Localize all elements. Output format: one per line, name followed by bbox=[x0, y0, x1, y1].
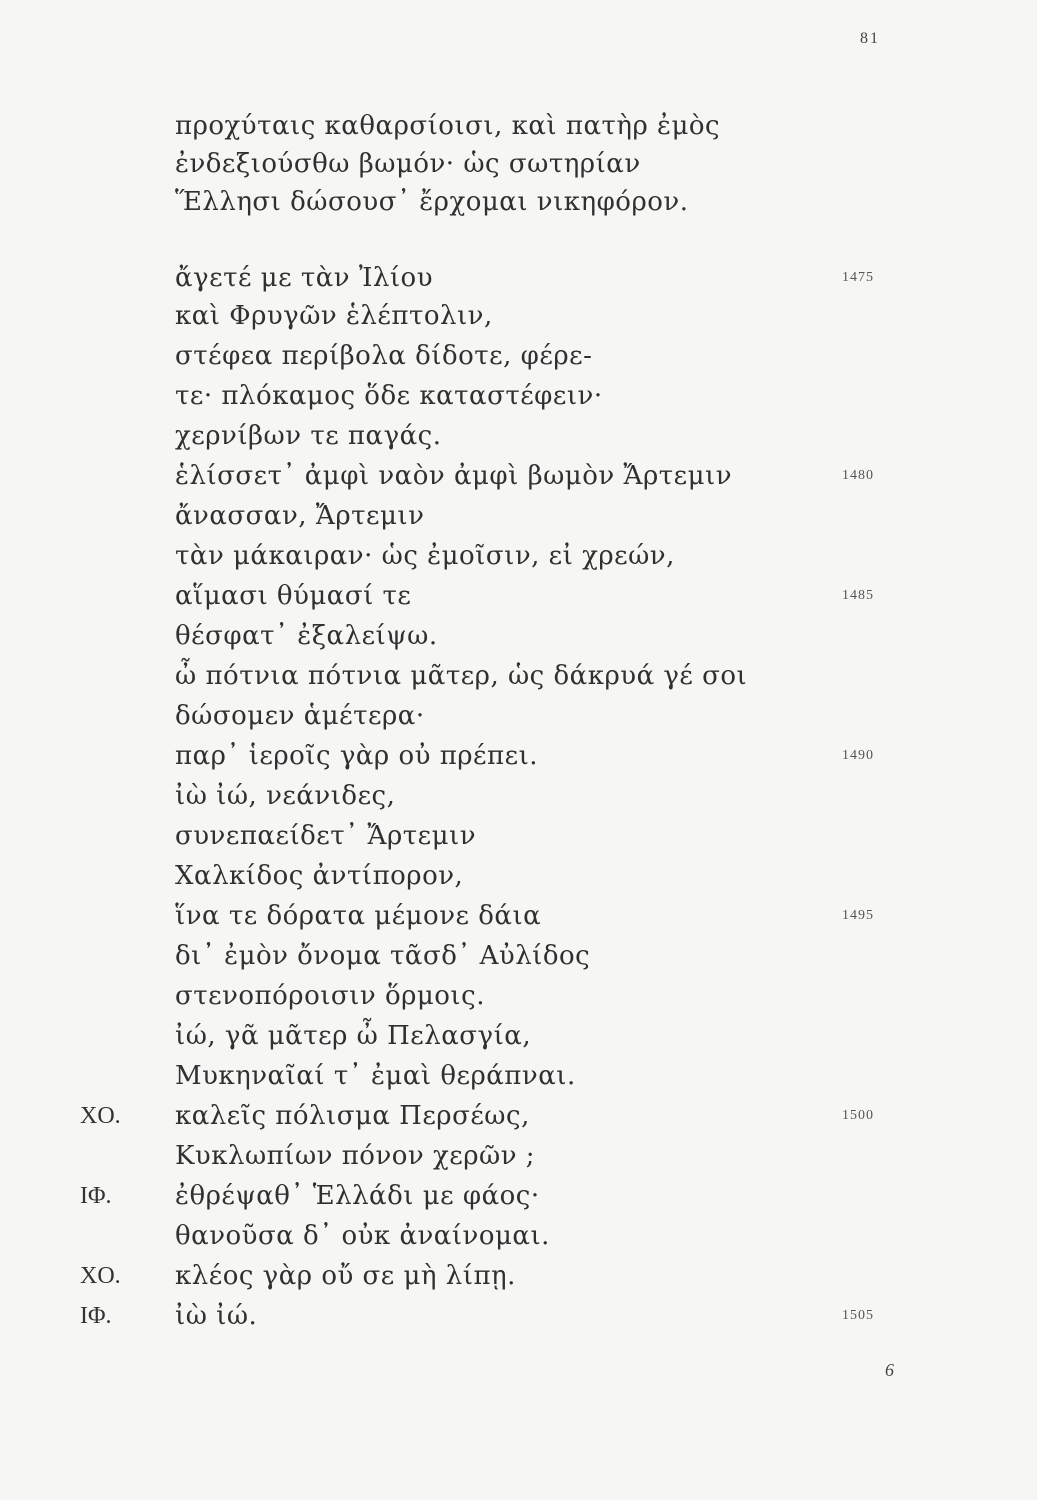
verse-text: Χαλκίδος ἀντίπορον, bbox=[175, 861, 464, 891]
verse-line bbox=[0, 258, 1037, 298]
verse-text: θανοῦσα δ᾽ οὐκ ἀναίνομαι. bbox=[175, 1221, 550, 1251]
verse-text: Ἕλλησι δώσουσ᾽ ἔρχομαι νικηφόρον. bbox=[175, 187, 689, 217]
verse-text: ἄγετέ με τὰν Ἰλίου bbox=[175, 263, 434, 293]
verse-text: καλεῖς πόλισμα Περσέως, bbox=[175, 1101, 530, 1131]
verse-text: ἰώ, γᾶ μᾶτερ ὦ Πελασγία, bbox=[175, 1021, 532, 1051]
verse-line bbox=[0, 1176, 1037, 1216]
verse-text: ἄνασσαν, Ἄρτεμιν bbox=[175, 501, 425, 531]
verse-line bbox=[0, 1096, 1037, 1136]
verse-text: καὶ Φρυγῶν ἑλέπτολιν, bbox=[175, 301, 493, 331]
verse-line bbox=[0, 1136, 1037, 1176]
line-number: 1505 bbox=[842, 1308, 874, 1323]
verse-line bbox=[0, 416, 1037, 456]
verse-text: αἵμασι θύμασί τε bbox=[175, 581, 412, 611]
page-number: 81 bbox=[860, 30, 880, 47]
verse-text: κλέος γὰρ οὔ σε μὴ λίπῃ. bbox=[175, 1261, 516, 1291]
verse-text: Μυκηναῖαί τ᾽ ἐμαὶ θεράπναι. bbox=[175, 1061, 576, 1091]
verse-line bbox=[0, 144, 1037, 184]
verse-line bbox=[0, 496, 1037, 536]
verse-text: τὰν μάκαιραν· ὡς ἐμοῖσιν, εἰ χρεών, bbox=[175, 541, 675, 571]
verse-text: παρ᾽ ἱεροῖς γὰρ οὐ πρέπει. bbox=[175, 741, 539, 771]
verse-line bbox=[0, 106, 1037, 146]
verse-line bbox=[0, 696, 1037, 736]
verse-line bbox=[0, 776, 1037, 816]
verse-line bbox=[0, 616, 1037, 656]
verse-text: στενοπόροισιν ὅρμοις. bbox=[175, 981, 485, 1011]
verse-line bbox=[0, 536, 1037, 576]
verse-line bbox=[0, 576, 1037, 616]
verse-text: στέφεα περίβολα δίδοτε, φέρε- bbox=[175, 341, 593, 371]
verse-text: θέσφατ᾽ ἐξαλείψω. bbox=[175, 621, 438, 651]
verse-line bbox=[0, 376, 1037, 416]
verse-line bbox=[0, 816, 1037, 856]
verse-line bbox=[0, 1256, 1037, 1296]
verse-line bbox=[0, 456, 1037, 496]
verse-line bbox=[0, 1016, 1037, 1056]
verse-text: ὦ πότνια πότνια μᾶτερ, ὡς δάκρυά γέ σοι bbox=[175, 661, 748, 691]
verse-line bbox=[0, 656, 1037, 696]
verse-line bbox=[0, 1056, 1037, 1096]
verse-text: δώσομεν ἁμέτερα· bbox=[175, 701, 425, 731]
verse-line bbox=[0, 336, 1037, 376]
verse-text: συνεπαείδετ᾽ Ἄρτεμιν bbox=[175, 821, 477, 851]
verse-line bbox=[0, 296, 1037, 336]
line-number: 1495 bbox=[842, 908, 874, 923]
verse-text: ἵνα τε δόρατα μέμονε δάια bbox=[175, 901, 542, 931]
verse-text: ἐθρέψαθ᾽ Ἑλλάδι με φάος· bbox=[175, 1181, 540, 1211]
speaker-label: ΧΟ. bbox=[80, 1103, 121, 1129]
verse-text: τε· πλόκαμος ὅδε καταστέφειν· bbox=[175, 381, 603, 411]
line-number: 1485 bbox=[842, 588, 874, 603]
verse-line bbox=[0, 936, 1037, 976]
verse-text: ἐνδεξιούσθω βωμόν· ὡς σωτηρίαν bbox=[175, 149, 641, 179]
speaker-label: ΧΟ. bbox=[80, 1263, 121, 1289]
signature-mark: 6 bbox=[885, 1360, 894, 1380]
line-number: 1500 bbox=[842, 1108, 874, 1123]
verse-line bbox=[0, 182, 1037, 222]
line-number: 1475 bbox=[842, 270, 874, 285]
speaker-label: ΙΦ. bbox=[80, 1303, 112, 1329]
speaker-label: ΙΦ. bbox=[80, 1183, 112, 1209]
line-number: 1490 bbox=[842, 748, 874, 763]
verse-line bbox=[0, 976, 1037, 1016]
verse-text: ἰὼ ἰώ. bbox=[175, 1301, 258, 1331]
verse-line bbox=[0, 1216, 1037, 1256]
verse-text: χερνίβων τε παγάς. bbox=[175, 421, 442, 451]
verse-text: ἰὼ ἰώ, νεάνιδες, bbox=[175, 781, 396, 811]
verse-text: δι᾽ ἐμὸν ὄνομα τᾶσδ᾽ Αὐλίδος bbox=[175, 941, 591, 971]
line-number: 1480 bbox=[842, 468, 874, 483]
verse-line bbox=[0, 896, 1037, 936]
verse-line bbox=[0, 1296, 1037, 1336]
verse-text: ἑλίσσετ᾽ ἀμφὶ ναὸν ἀμφὶ βωμὸν Ἄρτεμιν bbox=[175, 461, 733, 491]
verse-text: προχύταις καθαρσίοισι, καὶ πατὴρ ἐμὸς bbox=[175, 111, 721, 141]
verse-line bbox=[0, 856, 1037, 896]
verse-line bbox=[0, 736, 1037, 776]
verse-text: Κυκλωπίων πόνον χερῶν ; bbox=[175, 1141, 536, 1171]
